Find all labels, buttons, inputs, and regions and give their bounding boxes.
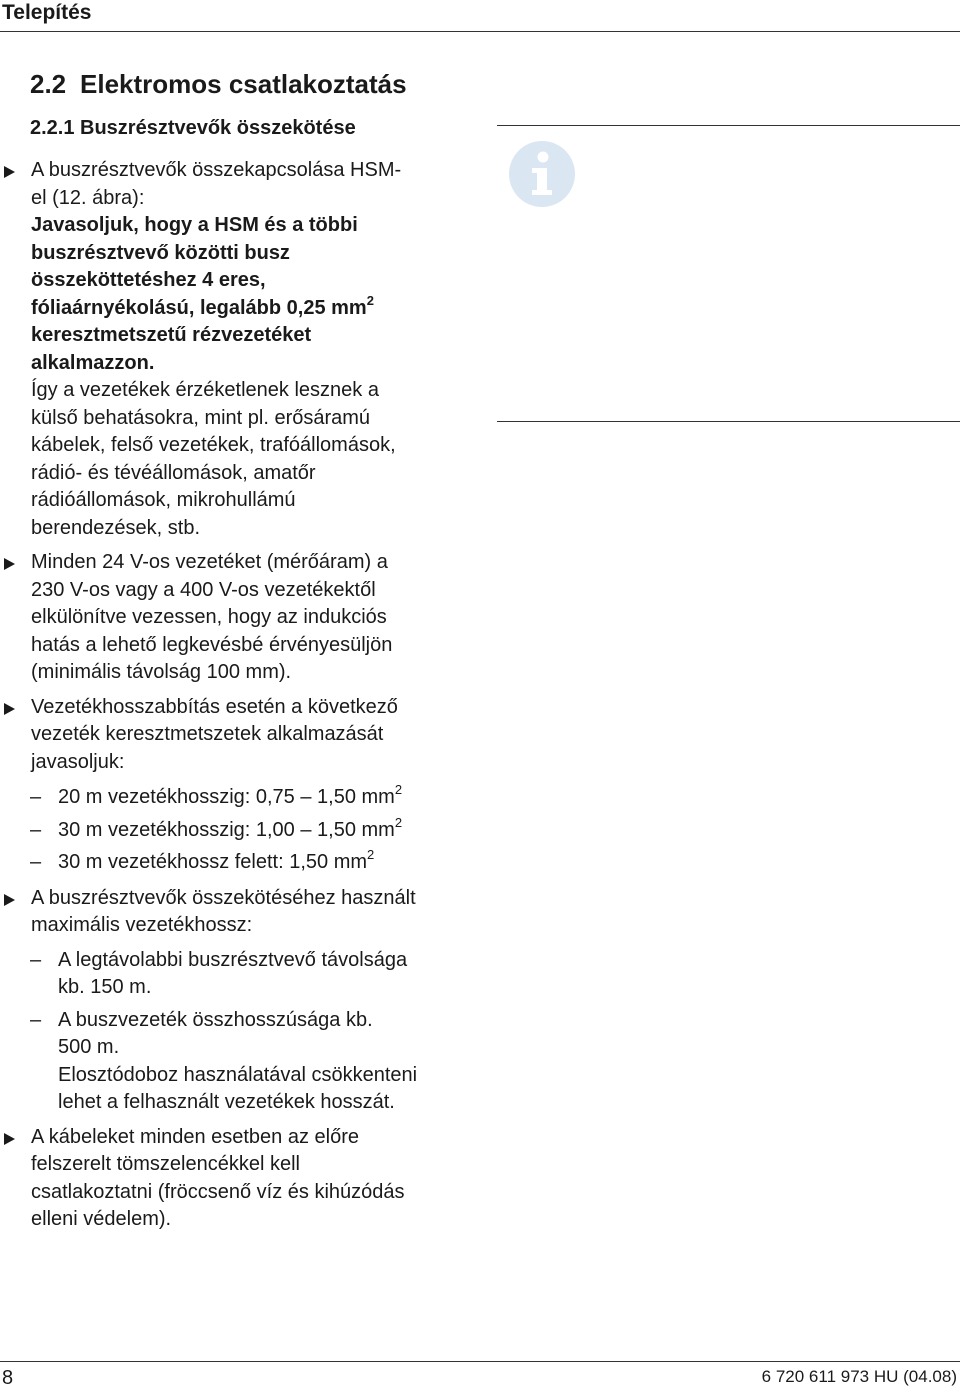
footer-divider: [0, 1361, 960, 1362]
text-line: kábelek, felső vezetékek, trafóállomások,: [31, 434, 396, 456]
bullet-triangle-icon: [4, 894, 15, 906]
page-header-title: Telepítés: [2, 1, 92, 24]
section-number: 2.2: [30, 69, 67, 99]
bullet-triangle-icon: [4, 703, 15, 715]
text-line: Minden 24 V-os vezetéket (mérőáram) a: [31, 551, 388, 573]
notice-top-divider: [497, 125, 960, 126]
text-line: elleni védelem).: [31, 1208, 172, 1230]
text-line: Így a vezetékek érzéketlenek lesznek a: [31, 379, 379, 401]
text-line: fóliaárnyékolású, legalább 0,25 mm: [31, 296, 367, 319]
bullet-triangle-icon: [4, 166, 15, 178]
dash-marker: –: [30, 1008, 42, 1031]
section-title: Elektromos csatlakoztatás: [80, 69, 407, 99]
subsection-heading: [30, 115, 356, 141]
text-line: felszerelt tömszelencékkel kell: [31, 1153, 300, 1175]
superscript: 2: [394, 814, 403, 830]
text-line: Javasoljuk, hogy a HSM és a többi: [31, 214, 358, 236]
text-line: A legtávolabbi buszrésztvevő távolsága: [58, 948, 408, 971]
text-line: Vezetékhosszabbítás esetén a következő: [31, 695, 398, 718]
instruction-bus-connection: [0, 157, 470, 542]
text-line: 30 m vezetékhossz felett: 1,50 mm: [58, 851, 368, 873]
bullet-triangle-icon: [4, 1133, 15, 1145]
bullet-triangle-icon: [4, 558, 15, 570]
list-item: [0, 1007, 470, 1117]
instruction-max-length: [0, 885, 470, 940]
list-item: [0, 849, 470, 877]
text-line: A kábeleket minden esetben az előre: [31, 1125, 359, 1148]
dash-marker: –: [30, 818, 42, 841]
list-item: [0, 784, 470, 812]
dash-marker: –: [30, 786, 42, 808]
text-line: berendezések, stb.: [31, 516, 200, 539]
text-line: A buszvezeték összhosszúsága kb.: [58, 1008, 373, 1031]
info-icon: [508, 140, 576, 208]
subsection-number: 2.2.1: [30, 117, 75, 139]
text-line: [31, 292, 470, 323]
instruction-cable-extension: [0, 694, 470, 777]
text-line: lehet a felhasznált vezetékek hosszát.: [58, 1091, 395, 1113]
dash-marker: –: [30, 948, 42, 971]
text-line: buszrésztvevő közötti busz: [31, 241, 290, 264]
text-line: elkülönítve vezessen, hogy az indukciós: [31, 606, 387, 628]
text-line: rádióállomások, mikrohullámú: [31, 489, 296, 511]
text-line: hatás a lehető legkevésbé érvényesüljön: [31, 633, 393, 656]
superscript: 2: [367, 847, 375, 862]
left-column: [0, 157, 470, 1234]
text-line: vezeték keresztmetszetek alkalmazását: [31, 723, 384, 745]
text-line: 500 m.: [58, 1036, 120, 1058]
dash-marker: –: [30, 851, 42, 873]
subsection-title: Buszrésztvevők összekötése: [80, 117, 356, 139]
text-line: Elosztódoboz használatával csökkenteni: [58, 1063, 418, 1086]
text-line: 20 m vezetékhosszig: 0,75 – 1,50 mm: [58, 786, 395, 808]
text-line: rádió- és tévéállomások, amatőr: [31, 461, 316, 484]
text-line: kb. 150 m.: [58, 976, 152, 998]
text-line: keresztmetszetű rézvezetéket: [31, 324, 312, 346]
section-heading: [30, 68, 407, 100]
text-line: alkalmazzon.: [31, 351, 155, 374]
list-item: [0, 947, 470, 1002]
superscript: 2: [366, 292, 374, 308]
text-line: külső behatásokra, mint pl. erősáramú: [31, 406, 371, 429]
document-id: 6 720 611 973 HU (04.08): [761, 1367, 957, 1386]
text-line: el (12. ábra):: [31, 186, 145, 209]
text-line: A buszrésztvevők összekötéséhez használt: [31, 886, 416, 909]
text-line: javasoljuk:: [31, 750, 125, 773]
list-item: [0, 814, 470, 845]
header-divider: [0, 31, 960, 32]
text-line: 230 V-os vagy a 400 V-os vezetékektől: [31, 578, 376, 601]
text-line: A buszrésztvevők összekapcsolása HSM-: [31, 159, 402, 181]
text-line: csatlakoztatni (fröccsenő víz és kihúzódás: [31, 1180, 405, 1203]
text-line: 30 m vezetékhosszig: 1,00 – 1,50 mm: [58, 818, 395, 841]
notice-bottom-divider: [497, 421, 960, 422]
text-line: összeköttetéshez 4 eres,: [31, 269, 266, 291]
instruction-24v-separation: [0, 549, 470, 687]
text-line: (minimális távolság 100 mm).: [31, 661, 292, 683]
superscript: 2: [394, 782, 403, 797]
page-number: 8: [2, 1367, 14, 1389]
instruction-cable-glands: [0, 1124, 470, 1234]
text-line: maximális vezetékhossz:: [31, 914, 253, 936]
